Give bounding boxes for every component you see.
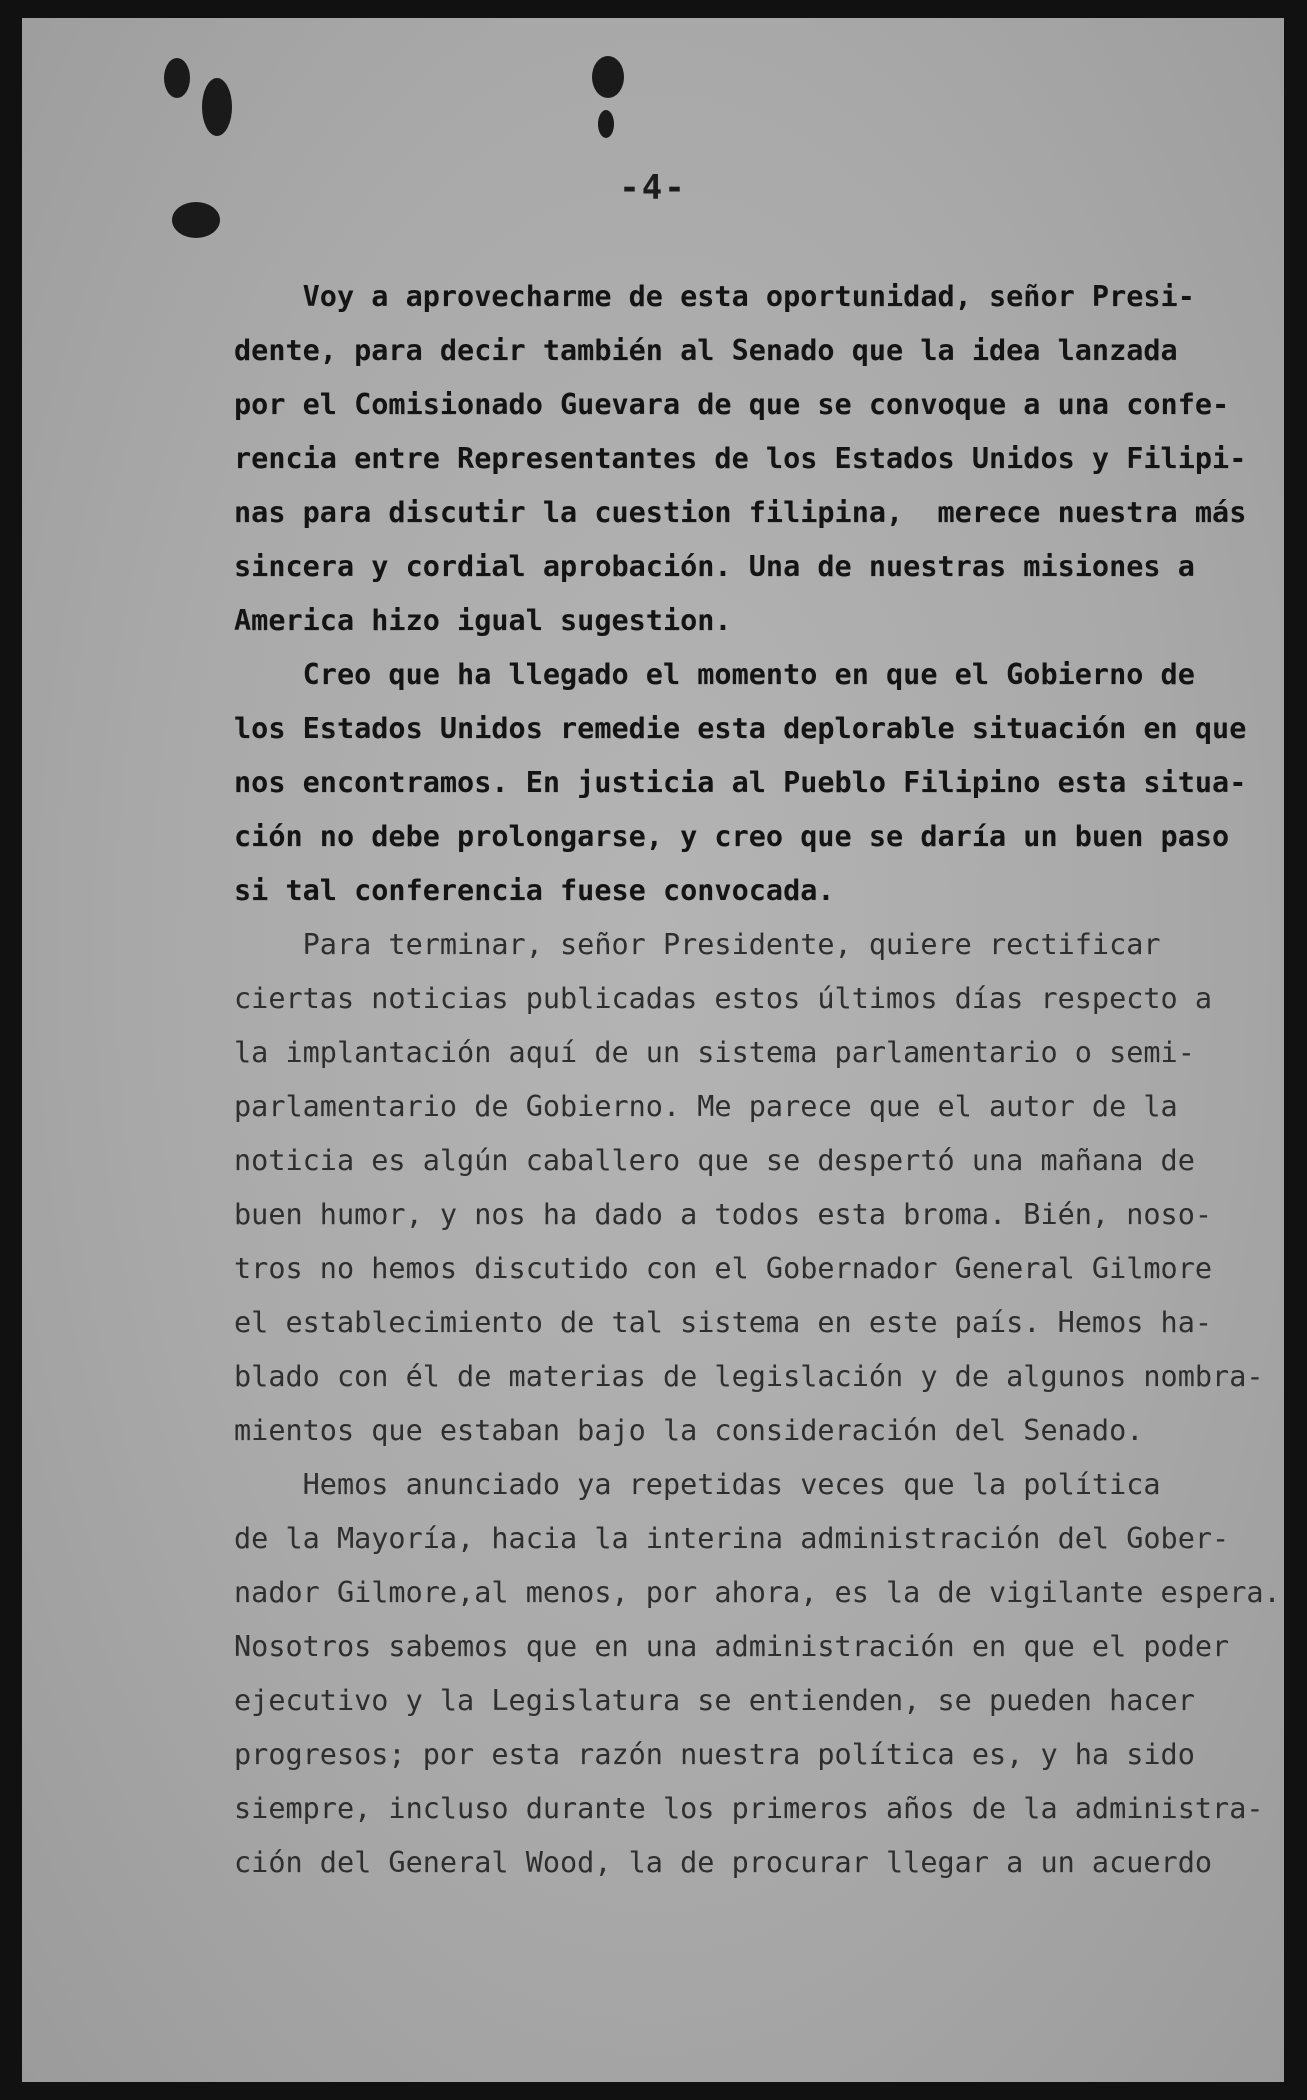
text-line: ción del General Wood, la de procurar llegar a un acuerdo: [234, 1846, 1213, 1879]
text-line: Creo que ha llegado el momento en que el Gobierno de: [234, 658, 1195, 691]
text-line: Nosotros sabemos que en una administración en que el poder: [234, 1630, 1230, 1663]
paragraph: [234, 1458, 1281, 1890]
text-line: parlamentario de Gobierno. Me parece que el autor de la: [234, 1090, 1178, 1123]
page-number: -4-: [619, 168, 687, 208]
text-line: blado con él de materias de legislación y de algunos nombra-: [234, 1360, 1264, 1393]
text-line: si tal conferencia fuese convocada.: [234, 874, 835, 907]
paragraph: [234, 270, 1247, 648]
text-line: la implantación aquí de un sistema parlamentario o semi-: [234, 1036, 1195, 1069]
text-line: rencia entre Representantes de los Estados Unidos y Filipi-: [234, 442, 1247, 475]
paragraph: [234, 648, 1247, 918]
text-line: Para terminar, señor Presidente, quiere rectificar: [234, 928, 1161, 961]
text-line: Hemos anunciado ya repetidas veces que la política: [234, 1468, 1161, 1501]
text-line: dente, para decir también al Senado que la idea lanzada: [234, 334, 1178, 367]
text-line: tros no hemos discutido con el Gobernador General Gilmore: [234, 1252, 1213, 1285]
text-line: progresos; por esta razón nuestra política es, y ha sido: [234, 1738, 1195, 1771]
text-line: Voy a aprovecharme de esta oportunidad, señor Presi-: [234, 280, 1195, 313]
ink-smudge: [598, 110, 614, 138]
text-line: buen humor, y nos ha dado a todos esta broma. Bién, noso-: [234, 1198, 1213, 1231]
text-line: de la Mayoría, hacia la interina administración del Gober-: [234, 1522, 1230, 1555]
body-text: [234, 270, 1281, 1890]
ink-smudge: [592, 56, 624, 98]
text-line: nador Gilmore,al menos, por ahora, es la de vigilante espera.: [234, 1576, 1281, 1609]
text-line: ejecutivo y la Legislatura se entienden, se pueden hacer: [234, 1684, 1195, 1717]
text-line: mientos que estaban bajo la consideración del Senado.: [234, 1414, 1144, 1447]
text-line: el establecimiento de tal sistema en este país. Hemos ha-: [234, 1306, 1213, 1339]
text-line: siempre, incluso durante los primeros años de la administra-: [234, 1792, 1264, 1825]
text-line: ciertas noticias publicadas estos últimos días respecto a: [234, 982, 1213, 1015]
text-line: noticia es algún caballero que se despertó una mañana de: [234, 1144, 1195, 1177]
typed-page: [22, 18, 1284, 2082]
text-line: sincera y cordial aprobación. Una de nuestras misiones a: [234, 550, 1195, 583]
ink-smudge: [202, 78, 232, 136]
text-line: los Estados Unidos remedie esta deplorable situación en que: [234, 712, 1247, 745]
text-line: ción no debe prolongarse, y creo que se daría un buen paso: [234, 820, 1230, 853]
text-line: nas para discutir la cuestion filipina, merece nuestra más: [234, 496, 1247, 529]
text-line: nos encontramos. En justicia al Pueblo Filipino esta situa-: [234, 766, 1247, 799]
text-line: America hizo igual sugestion.: [234, 604, 732, 637]
text-line: por el Comisionado Guevara de que se convoque a una confe-: [234, 388, 1230, 421]
ink-smudge: [164, 58, 190, 98]
paragraph: [234, 918, 1264, 1458]
